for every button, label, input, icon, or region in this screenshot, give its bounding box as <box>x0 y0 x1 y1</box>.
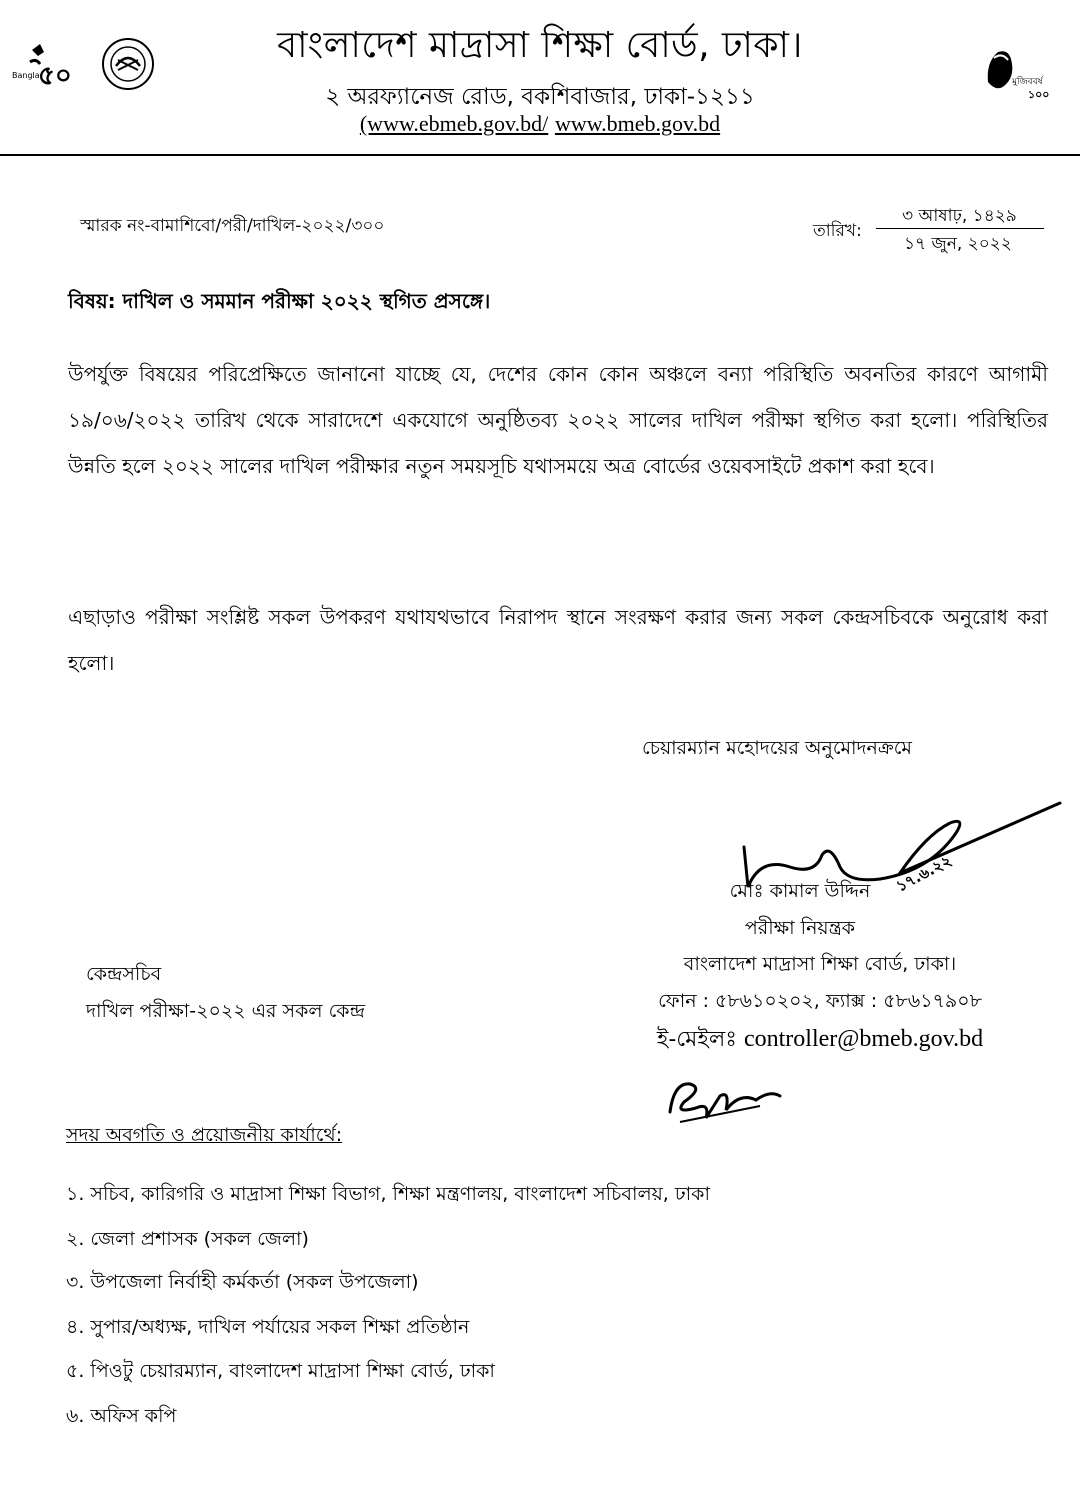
initials-signature <box>660 1062 790 1130</box>
board-title: বাংলাদেশ মাদ্রাসা শিক্ষা বোর্ড, ঢাকা। <box>277 25 803 66</box>
email-label: ই-মেইলঃ <box>656 1027 737 1052</box>
date-label: তারিখ: <box>813 221 862 241</box>
copy-to-item: ২. জেলা প্রশাসক (সকল জেলা) <box>66 1228 309 1250</box>
svg-text:Bangla: Bangla <box>12 71 40 80</box>
date-gregorian: ১৭ জুন, ২০২২ <box>904 234 1012 254</box>
signatory-email <box>590 1022 1050 1059</box>
memo-number: স্মারক নং-বামাশিবো/পরী/দাখিল-২০২২/৩০০ <box>80 216 385 236</box>
copy-to-item: ৪. সুপার/অধ্যক্ষ, দাখিল পর্যায়ের সকল শিক্ষা প্রতিষ্ঠান <box>66 1316 470 1338</box>
signatory-name: মোঃ কামাল উদ্দিন <box>729 880 871 902</box>
svg-text:৫০: ৫০ <box>38 61 72 91</box>
signature-date-handwritten: ১৭.৬.২২ <box>893 851 955 896</box>
recipient-details: দাখিল পরীক্ষা-২০২২ এর সকল কেন্দ্র <box>86 1000 365 1022</box>
signatory-phone-fax: ফোন : ৫৮৬১০২০২, ফ্যাক্স : ৫৮৬১৭৯০৮ <box>658 990 982 1012</box>
subject-line: বিষয়: দাখিল ও সমমান পরীক্ষা ২০২২ স্থগিত প্রসঙ্গে। <box>68 289 491 313</box>
signatory-designation: পরীক্ষা নিয়ন্ত্রক <box>744 917 856 939</box>
copy-to-item: ৫. পিওটু চেয়ারম্যান, বাংলাদেশ মাদ্রাসা শিক্ষা বোর্ড, ঢাকা <box>66 1360 495 1382</box>
signatory-organization: বাংলাদেশ মাদ্রাসা শিক্ষা বোর্ড, ঢাকা। <box>683 953 957 975</box>
svg-text:১০০: ১০০ <box>1028 88 1050 101</box>
copy-to-item: ৩. উপজেলা নির্বাহী কর্মকর্তা (সকল উপজেলা) <box>66 1271 419 1293</box>
body-paragraph-2: এছাড়াও পরীক্ষা সংশ্লিষ্ট সকল উপকরণ যথাযথভাবে নিরাপদ স্থানে সংরক্ষণ করার জন্য সকল কেন্দ্রসচিবকে অনুরোধ করা হলো। <box>68 605 1048 675</box>
email-address[interactable]: controller@bmeb.gov.bd <box>743 1026 984 1052</box>
svg-text:মুজিববর্ষ: মুজিববর্ষ <box>1012 77 1043 87</box>
header-divider <box>0 154 1080 156</box>
date-divider <box>876 228 1044 229</box>
copy-to-item: ১. সচিব, কারিগরি ও মাদ্রাসা শিক্ষা বিভাগ, শিক্ষা মন্ত্রণালয়, বাংলাদেশ সচিবালয়, ঢাকা <box>66 1183 710 1205</box>
website-link-bmeb[interactable]: www.bmeb.gov.bd <box>554 111 721 136</box>
body-paragraph-1: উপর্যুক্ত বিষয়ের পরিপ্রেক্ষিতে জানানো যাচ্ছে যে, দেশের কোন কোন অঞ্চলে বন্যা পরিস্থিতি অবনতির কারণে আগামী ১৯/০৬/২০২২ তারিখ থেকে সারাদেশে একযোগে অনুষ্ঠিতব্য ২০২২ সালের দাখিল পরীক্ষা স্থগিত করা হলো। পরিস্থিতির উন্নতি হলে ২০২২ সালের দাখিল পরীক্ষার নতুন সময়সূচি যথাসময়ে অত্র বোর্ডের ওয়েবসাইটে প্রকাশ করা হবে। <box>68 362 1048 478</box>
board-address: ২ অরফ্যানেজ রোড, বকশিবাজার, ঢাকা-১২১১ <box>325 84 755 110</box>
copy-to-item: ৬. অফিস কপি <box>66 1405 177 1427</box>
recipient-title: কেন্দ্রসচিব <box>86 963 162 985</box>
approval-note: চেয়ারম্যান মহোদয়ের অনুমোদনক্রমে <box>642 737 912 759</box>
copy-to-heading: সদয় অবগতি ও প্রয়োজনীয় কার্যার্থে: <box>66 1124 343 1146</box>
website-link-ebmeb[interactable]: (www.ebmeb.gov.bd/ <box>359 111 549 136</box>
date-bangla-calendar: ৩ আষাঢ়, ১৪২৯ <box>902 206 1017 226</box>
board-websites <box>0 111 1080 137</box>
